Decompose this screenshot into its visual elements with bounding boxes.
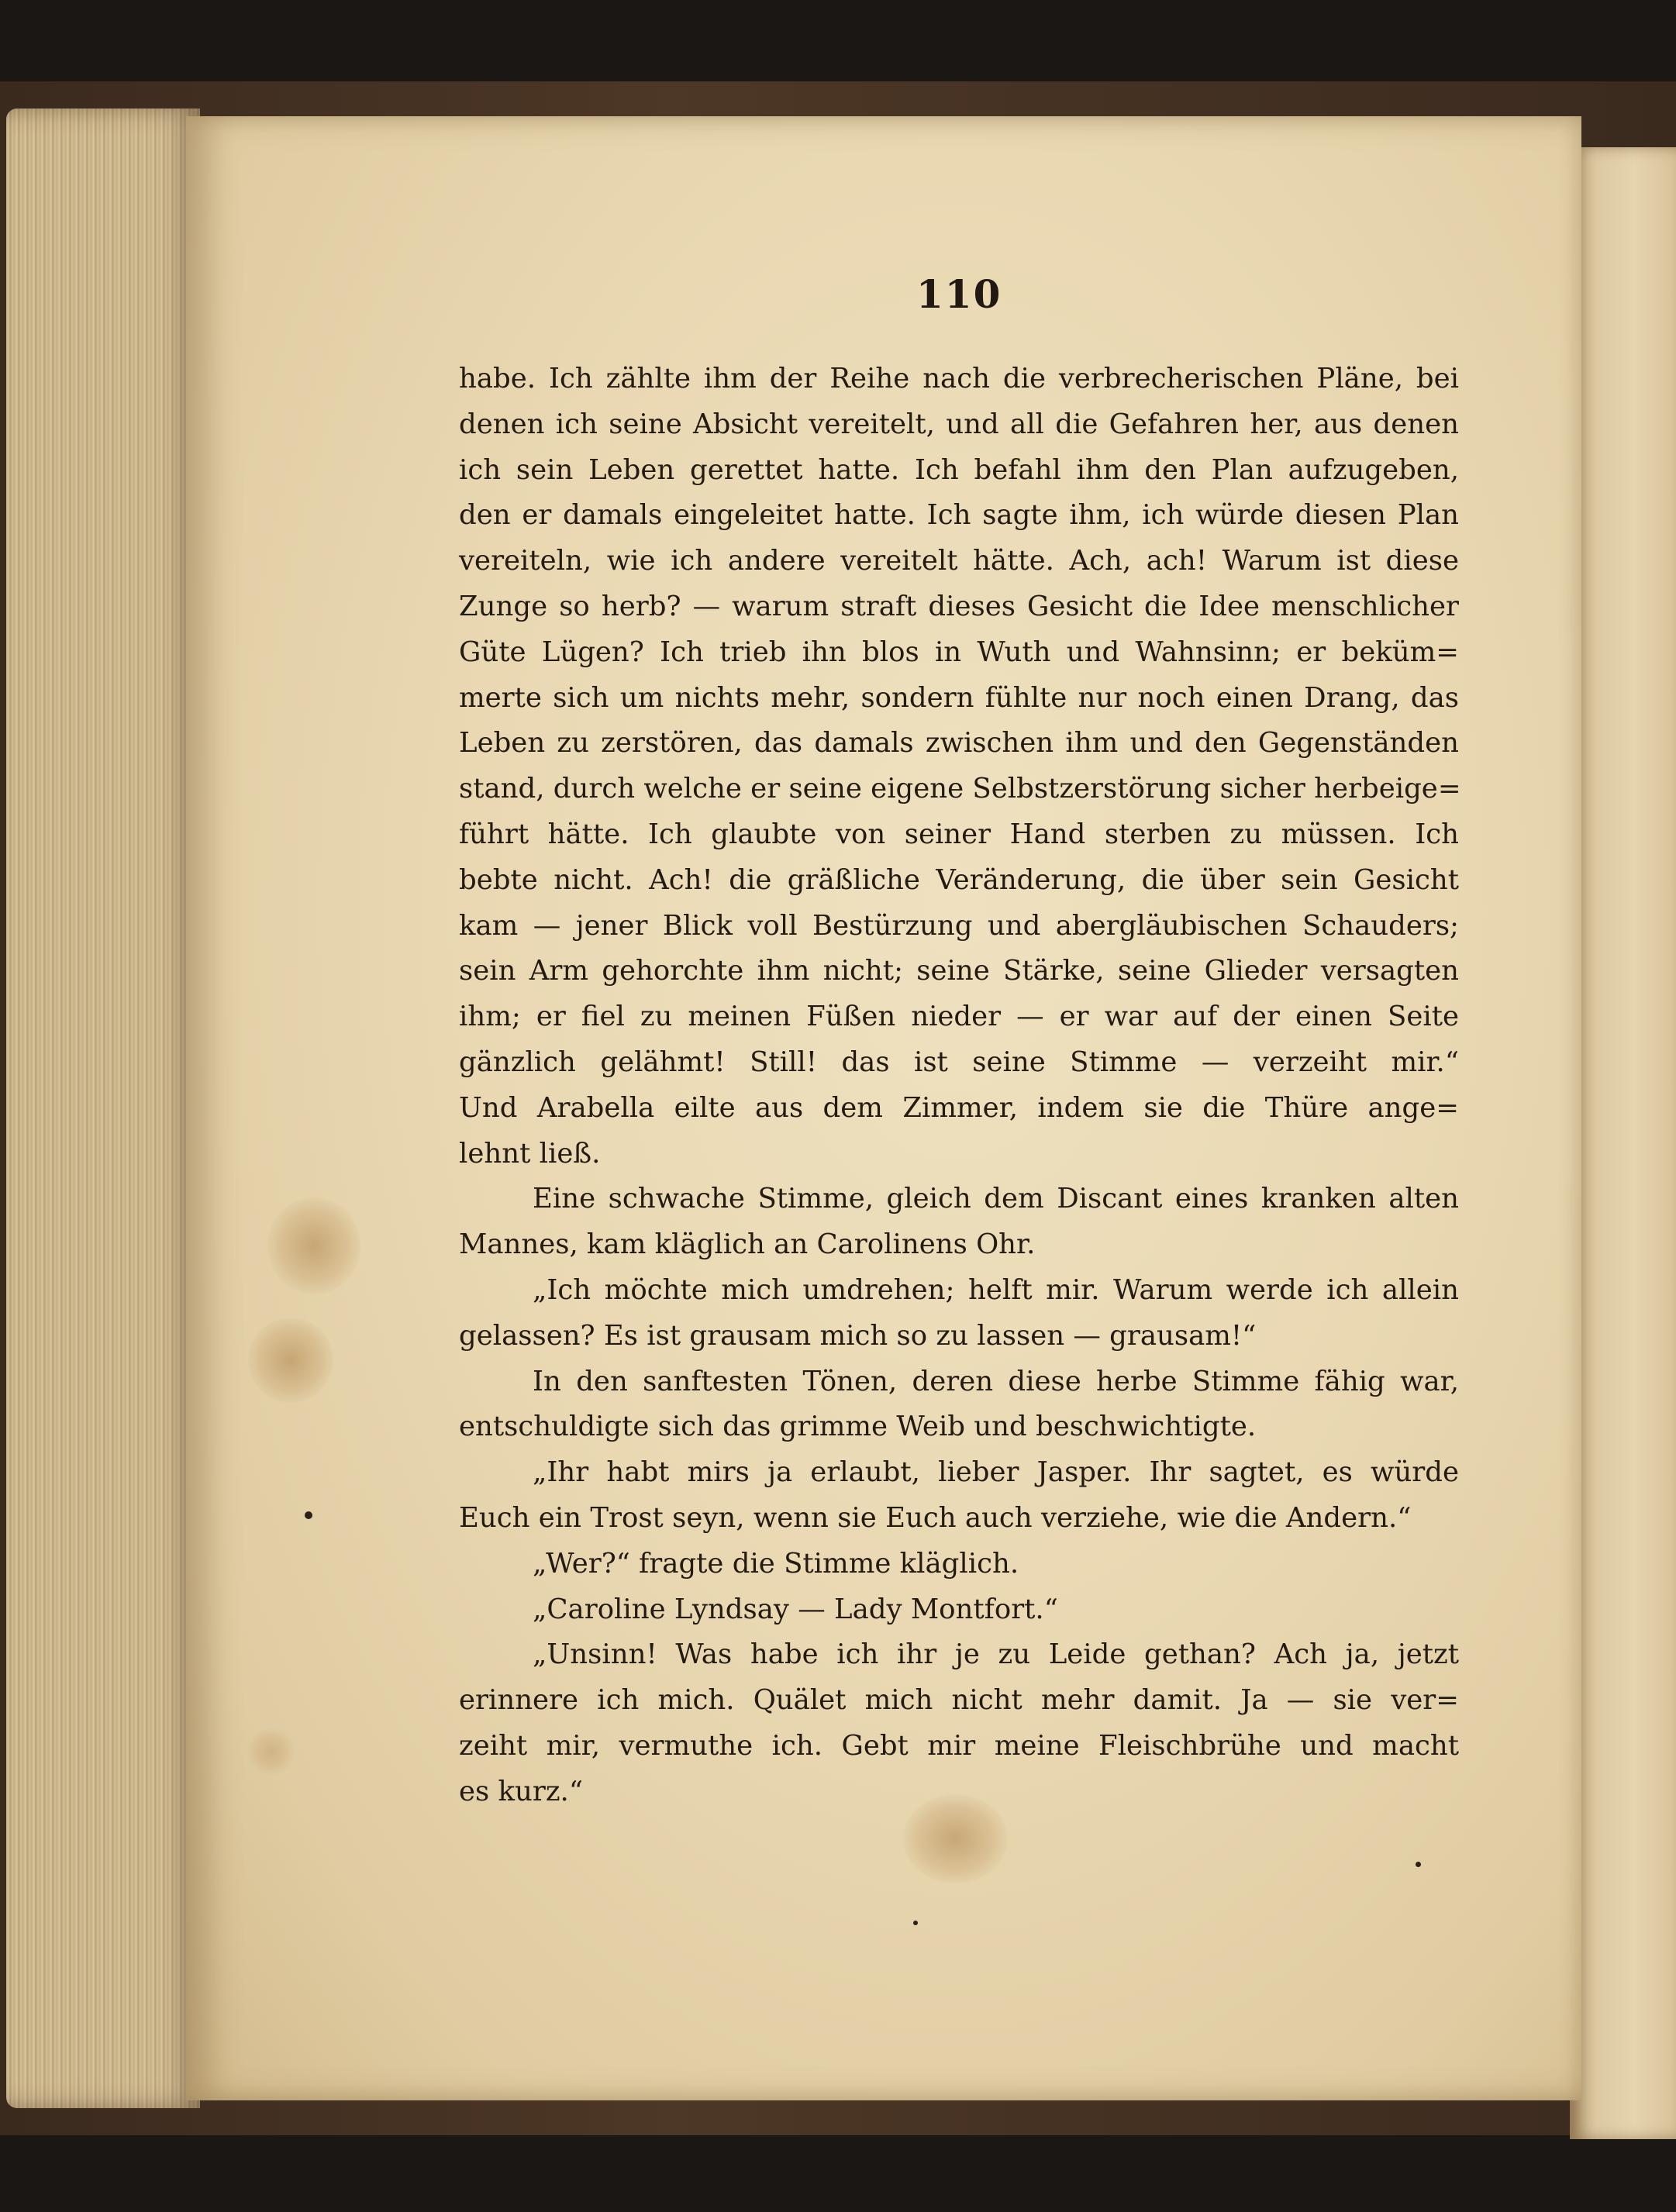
text-line: stand, durch welche er seine eigene Selbstzerstörung sicher herbeige= xyxy=(459,773,1461,805)
text-line: habe. Ich zählte ihm der Reihe nach die verbrecherischen Pläne, bei xyxy=(459,363,1459,395)
facing-page-edge xyxy=(1570,147,1676,2139)
text-line: Zunge so herb? — warum straft dieses Gesicht die Idee menschlicher xyxy=(459,590,1459,622)
paper-stain xyxy=(267,1197,360,1294)
ink-speck xyxy=(913,1921,918,1925)
page-number: 110 xyxy=(916,271,1002,317)
text-line: Leben zu zerstören, das damals zwischen ihm und den Gegenständen xyxy=(459,727,1459,760)
text-line: es kurz.“ xyxy=(459,1775,583,1807)
paper-stain xyxy=(248,1728,295,1775)
text-line: merte sich um nichts mehr, sondern fühlte nur noch einen Drang, das xyxy=(459,681,1459,714)
text-line: Euch ein Trost seyn, wenn sie Euch auch verziehe, wie die Andern.“ xyxy=(459,1501,1412,1534)
text-line: gelassen? Es ist grausam mich so zu lassen — grausam!“ xyxy=(459,1319,1257,1352)
text-line: entschuldigte sich das grimme Weib und beschwichtigte. xyxy=(459,1411,1257,1443)
ink-speck xyxy=(305,1511,312,1519)
text-line: „Unsinn! Was habe ich ihr je zu Leide gethan? Ach ja, jetzt xyxy=(533,1638,1459,1671)
ink-speck xyxy=(1416,1862,1421,1867)
text-line: In den sanftesten Tönen, deren diese herbe Stimme fähig war, xyxy=(533,1365,1459,1397)
text-line: lehnt ließ. xyxy=(459,1137,601,1170)
page-edges xyxy=(6,109,200,2108)
text-line: führt hätte. Ich glaubte von seiner Hand sterben zu müssen. Ich xyxy=(459,818,1459,850)
text-line: ich sein Leben gerettet hatte. Ich befahl ihm den Plan aufzugeben, xyxy=(459,453,1459,486)
text-line: Und Arabella eilte aus dem Zimmer, indem sie die Thüre ange= xyxy=(459,1091,1459,1124)
text-line: sein Arm gehorchte ihm nicht; seine Stärke, seine Glieder versagten xyxy=(459,955,1459,987)
text-line: vereiteln, wie ich andere vereitelt hätte. Ach, ach! Warum ist diese xyxy=(459,545,1459,577)
text-line: Mannes, kam kläglich an Carolinens Ohr. xyxy=(459,1228,1036,1261)
text-line: Güte Lügen? Ich trieb ihn blos in Wuth und Wahnsinn; er beküm= xyxy=(459,636,1459,668)
text-line: gänzlich gelähmt! Still! das ist seine Stimme — verzeiht mir.“ xyxy=(459,1046,1459,1078)
text-line: „Ich möchte mich umdrehen; helft mir. Warum werde ich allein xyxy=(533,1273,1459,1306)
text-line: den er damals eingeleitet hatte. Ich sagte ihm, ich würde diesen Plan xyxy=(459,499,1459,532)
text-line: erinnere ich mich. Quälet mich nicht mehr damit. Ja — sie ver= xyxy=(459,1684,1459,1717)
text-line: ihm; er fiel zu meinen Füßen nieder — er war auf der einen Seite xyxy=(459,1001,1459,1033)
text-line: zeiht mir, vermuthe ich. Gebt mir meine Fleischbrühe und macht xyxy=(459,1729,1459,1762)
body-text xyxy=(459,357,1459,1815)
text-line: „Ihr habt mirs ja erlaubt, lieber Jasper. Ihr sagtet, es würde xyxy=(533,1456,1459,1489)
text-line: Eine schwache Stimme, gleich dem Discant eines kranken alten xyxy=(533,1183,1459,1215)
text-line: „Wer?“ fragte die Stimme kläglich. xyxy=(533,1547,1019,1580)
text-line: denen ich seine Absicht vereitelt, und all die Gefahren her, aus denen xyxy=(459,408,1459,440)
text-line: „Caroline Lyndsay — Lady Montfort.“ xyxy=(533,1593,1058,1625)
paper-stain xyxy=(248,1318,333,1403)
text-line: bebte nicht. Ach! die gräßliche Veränderung, die über sein Gesicht xyxy=(459,863,1459,896)
text-line: kam — jener Blick voll Bestürzung und abergläubischen Schauders; xyxy=(459,909,1459,942)
